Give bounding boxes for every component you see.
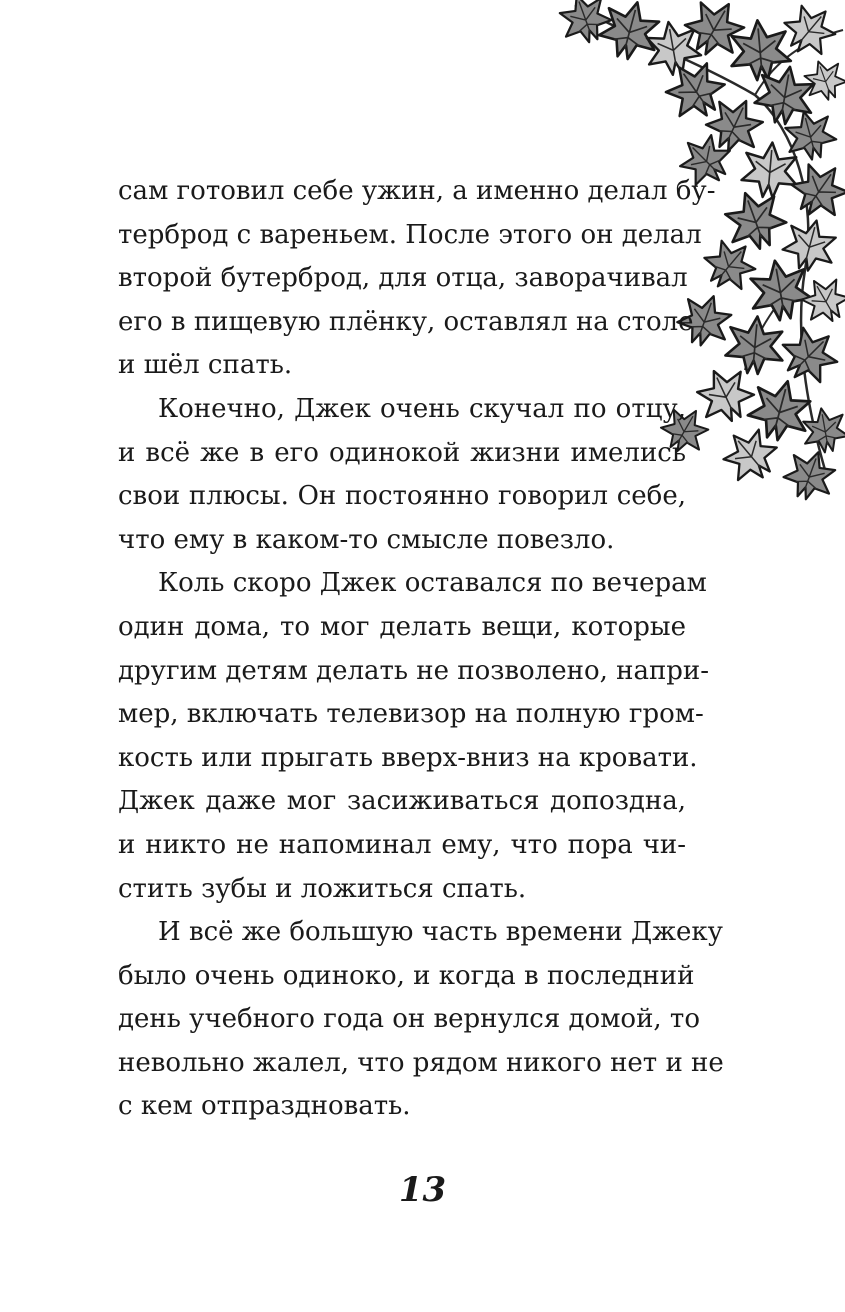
text-line: терброд с вареньем. После этого он делал (118, 219, 702, 250)
text-line: И всё же большую часть времени Джеку (158, 917, 723, 948)
text-line: день учебного года он вернулся домой, то (118, 1004, 700, 1035)
text-line: свои плюсы. Он постоянно говорил себе, (118, 481, 686, 512)
paragraph (118, 911, 724, 1129)
body-text (118, 170, 724, 1129)
text-line: Конечно, Джек очень скучал по отцу, (158, 393, 686, 424)
text-line: второй бутерброд, для отца, заворачивал (118, 263, 688, 294)
text-line: сам готовил себе ужин, а именно делал бу- (118, 176, 716, 206)
text-line: мер, включать телевизор на полную гром- (118, 699, 704, 730)
text-line: его в пищевую плёнку, оставлял на столе (118, 306, 694, 337)
text-line: что ему в каком-то смысле повезло. (118, 524, 615, 555)
paragraph (118, 562, 710, 911)
text-line: и никто не напоминал ему, что пора чи- (118, 829, 686, 860)
text-line: невольно жалел, что рядом никого нет и не (118, 1047, 724, 1078)
text-line: стить зубы и ложиться спать. (118, 873, 527, 904)
text-line: Коль скоро Джек оставался по вечерам (158, 568, 707, 599)
text-line: кость или прыгать вверх-вниз на кровати. (118, 742, 698, 773)
paragraph (118, 170, 716, 388)
text-line: и шёл спать. (118, 350, 293, 381)
text-line: Джек даже мог засиживаться допоздна, (118, 786, 686, 817)
text-line: было очень одиноко, и когда в последний (118, 960, 695, 991)
text-line: другим детям делать не позволено, напри- (118, 655, 710, 686)
paragraph (118, 388, 686, 562)
page-number: 13 (398, 1170, 447, 1210)
text-line: и всё же в его одинокой жизни имелись (118, 437, 686, 468)
text-line: с кем отпраздновать. (118, 1091, 411, 1122)
text-line: один дома, то мог делать вещи, которые (118, 611, 686, 642)
